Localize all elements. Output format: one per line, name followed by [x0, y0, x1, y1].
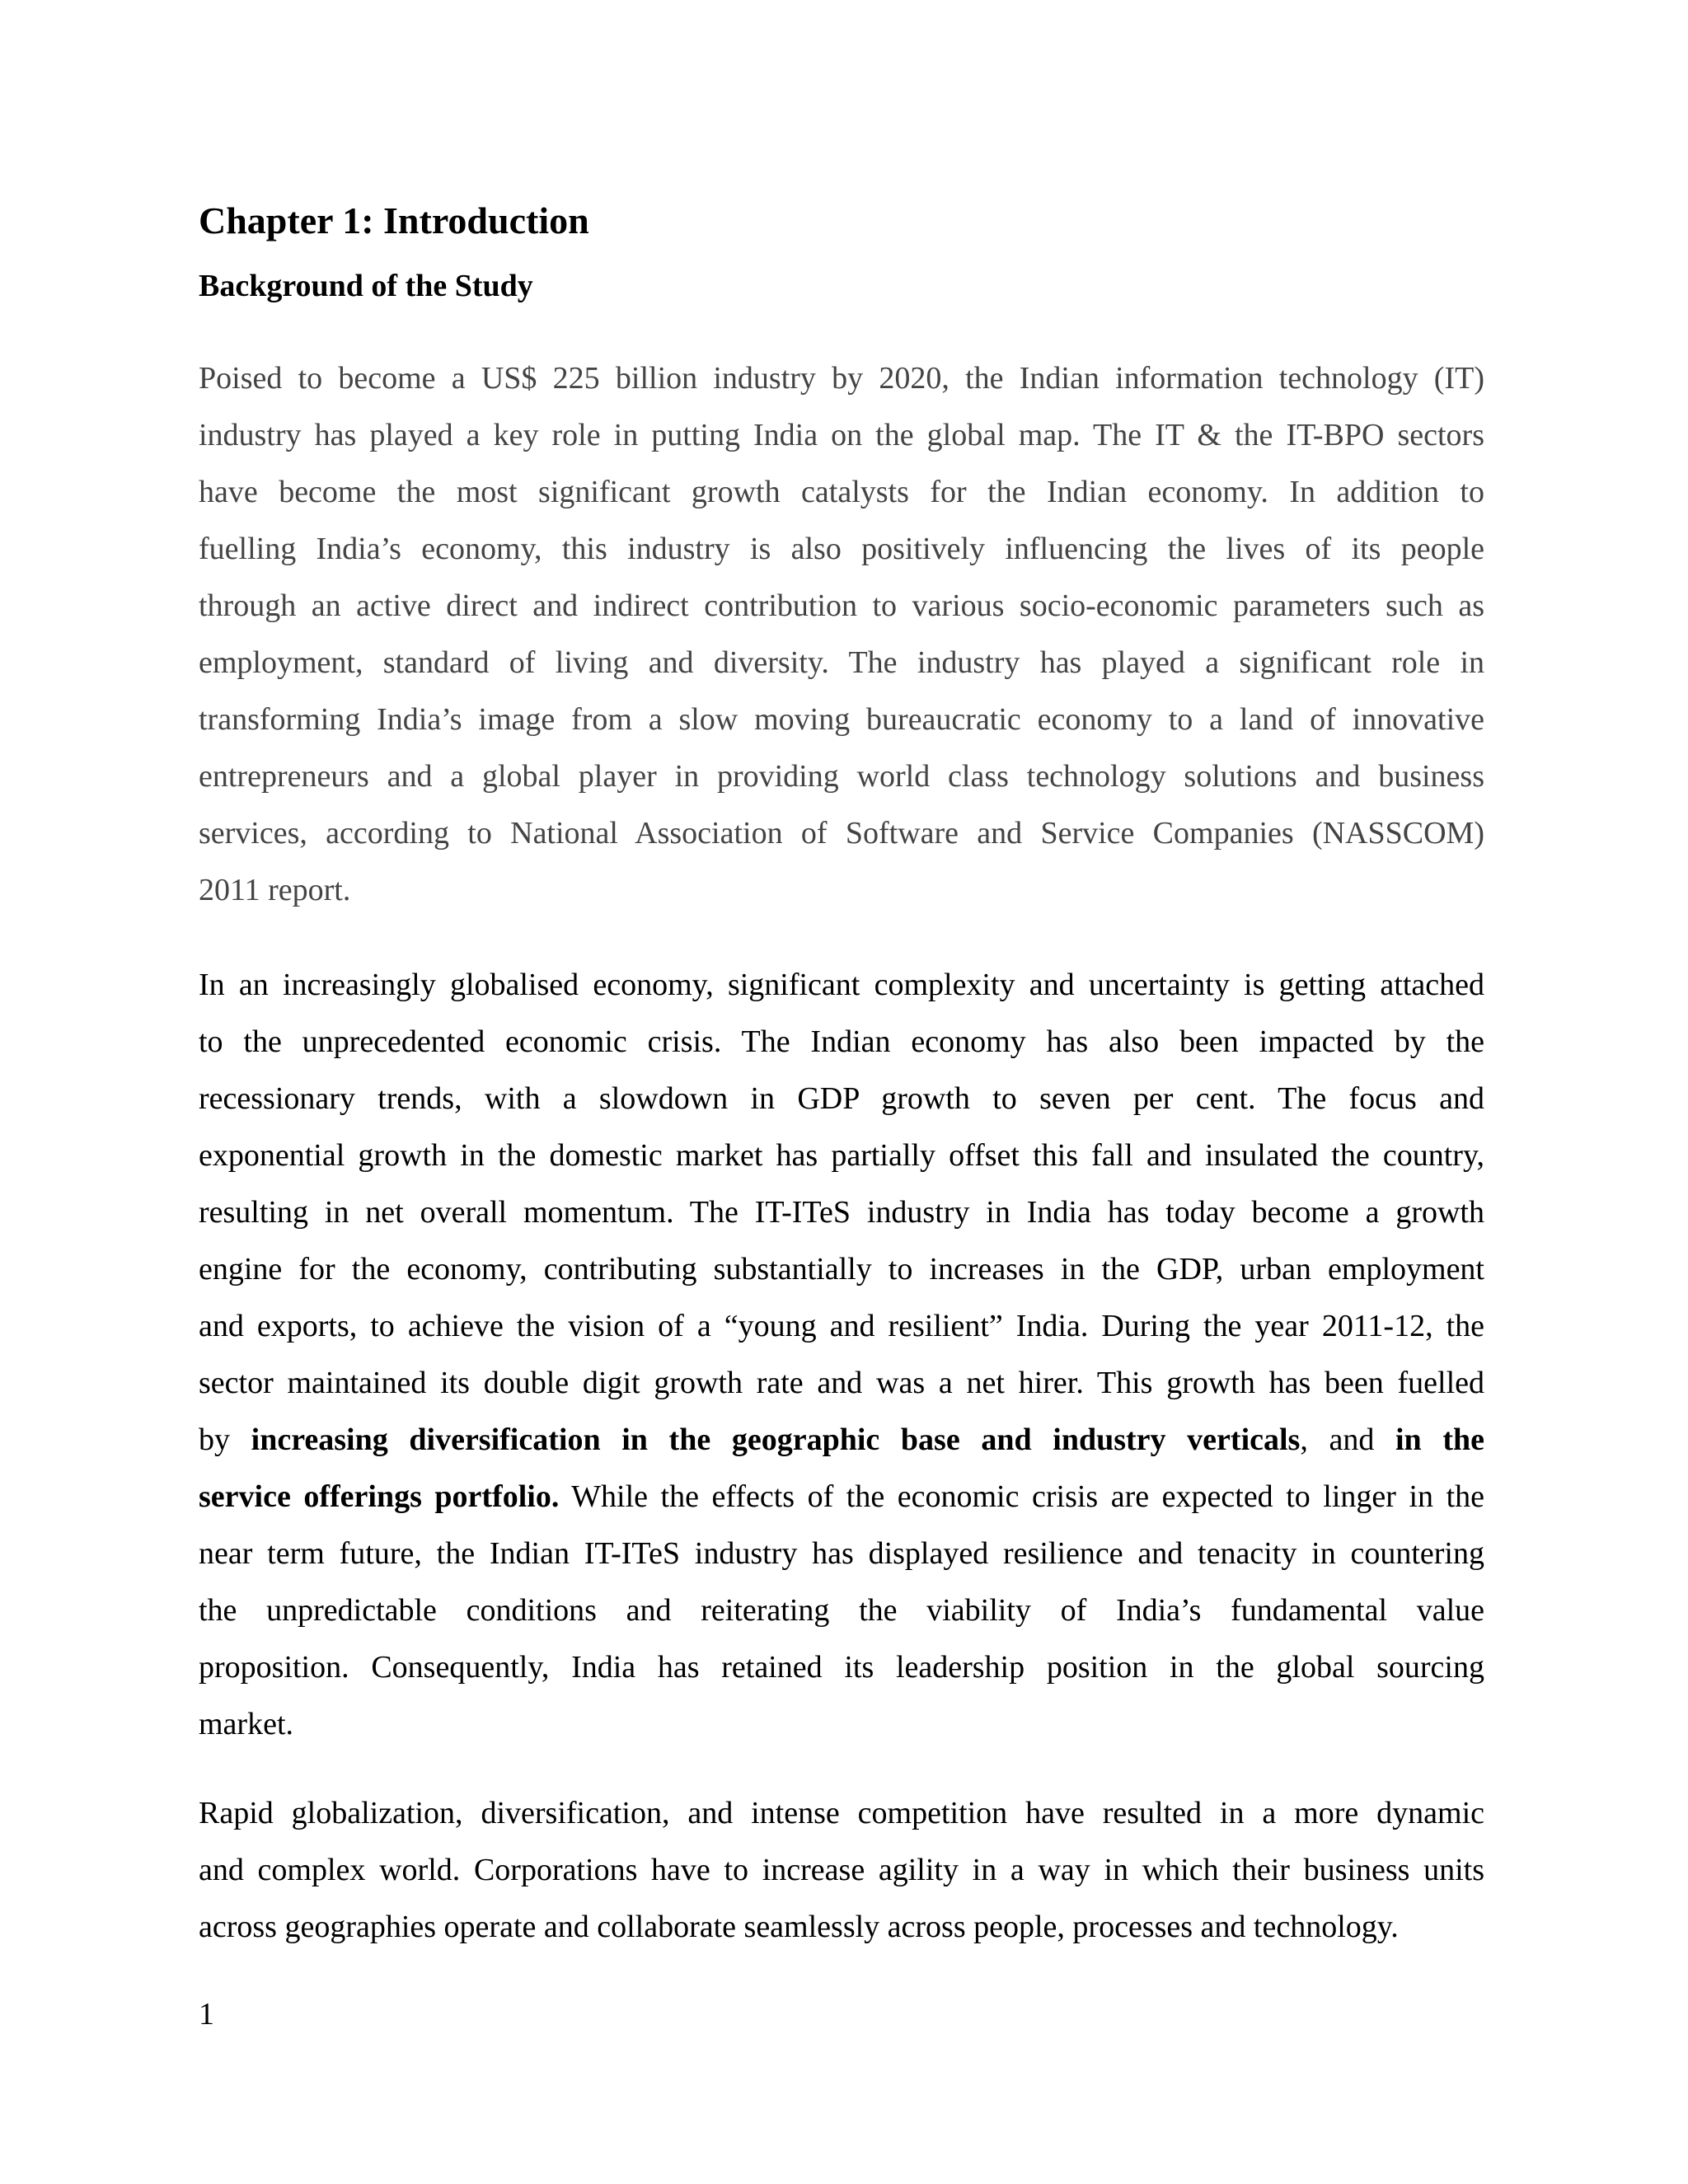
paragraph-line: near term future, the Indian IT-ITeS industry has displayed resilience and tenacity in countering	[199, 1536, 1484, 1571]
paragraph-line: resulting in net overall momentum. The IT-ITeS industry in India has today become a growth	[199, 1195, 1484, 1230]
paragraph-line: exponential growth in the domestic market has partially offset this fall and insulated the country,	[199, 1138, 1484, 1173]
paragraph-line: fuelling India’s economy, this industry is also positively influencing the lives of its people	[199, 532, 1484, 566]
paragraph-line	[199, 1469, 1484, 1526]
paragraph-line: and exports, to achieve the vision of a “young and resilient” India. During the year 2011-12, the	[199, 1309, 1484, 1343]
paragraph-line: In an increasingly globalised economy, significant complexity and uncertainty is getting attached	[199, 968, 1484, 1002]
paragraph-line: proposition. Consequently, India has retained its leadership position in the global sourcing	[199, 1650, 1484, 1685]
paragraph-1	[199, 350, 1484, 919]
paragraph-line: have become the most significant growth catalysts for the Indian economy. In addition to	[199, 475, 1484, 509]
paragraph-line: sector maintained its double digit growth rate and was a net hirer. This growth has been fuelled	[199, 1366, 1484, 1400]
bold-phrase: service offerings portfolio.	[199, 1479, 560, 1514]
paragraph-line	[199, 1412, 1484, 1469]
paragraph-line: through an active direct and indirect contribution to various socio-economic parameters such as	[199, 588, 1484, 623]
paragraph-line: services, according to National Association of Software and Service Companies (NASSCOM)	[199, 816, 1484, 851]
page-number: 1	[199, 1997, 214, 2032]
paragraph-line: industry has played a key role in putting India on the global map. The IT & the IT-BPO sectors	[199, 418, 1484, 452]
paragraph-3	[199, 1785, 1484, 1956]
paragraph-2	[199, 957, 1484, 1753]
paragraph-line: 2011 report.	[199, 873, 351, 907]
paragraph-line: and complex world. Corporations have to increase agility in a way in which their business units	[199, 1853, 1484, 1887]
paragraph-line: the unpredictable conditions and reiterating the viability of India’s fundamental value	[199, 1593, 1484, 1628]
line-text: , and	[1300, 1422, 1395, 1457]
paragraph-line: engine for the economy, contributing substantially to increases in the GDP, urban employment	[199, 1252, 1484, 1286]
line-text: While the effects of the economic crisis are expected to linger in the	[559, 1479, 1484, 1514]
paragraph-line: market.	[199, 1707, 294, 1741]
paragraph-line: Rapid globalization, diversification, and intense competition have resulted in a more dynamic	[199, 1796, 1484, 1830]
paragraph-line: entrepreneurs and a global player in providing world class technology solutions and business	[199, 759, 1484, 794]
paragraph-line: across geographies operate and collaborate seamlessly across people, processes and technology.	[199, 1910, 1399, 1944]
line-text: by	[199, 1422, 251, 1457]
bold-phrase: in the	[1395, 1422, 1484, 1457]
paragraph-line: Poised to become a US$ 225 billion industry by 2020, the Indian information technology (IT)	[199, 361, 1484, 396]
paragraph-line: to the unprecedented economic crisis. The Indian economy has also been impacted by the	[199, 1024, 1484, 1059]
paragraph-line: transforming India’s image from a slow moving bureaucratic economy to a land of innovative	[199, 702, 1484, 737]
bold-phrase: increasing diversification in the geographic base and industry verticals	[251, 1422, 1301, 1457]
section-title: Background of the Study	[199, 269, 533, 303]
chapter-title: Chapter 1: Introduction	[199, 199, 589, 241]
paragraph-line: recessionary trends, with a slowdown in GDP growth to seven per cent. The focus and	[199, 1081, 1484, 1116]
paragraph-line: employment, standard of living and diversity. The industry has played a significant role in	[199, 645, 1484, 680]
